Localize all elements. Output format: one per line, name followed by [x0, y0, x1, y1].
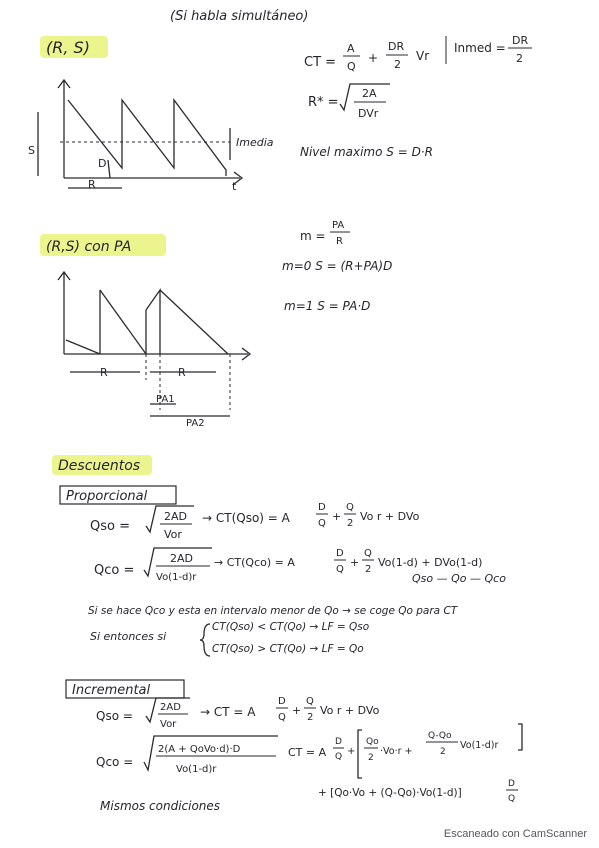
ct2-fd: Q [508, 794, 516, 804]
rule-text: Si se hace Qco y esta en intervalo menor de Qo → se coge Qo para CT [88, 605, 458, 617]
mismos-condiciones: Mismos condiciones [100, 799, 221, 813]
m-formula [300, 220, 350, 247]
ct-qso-f2n: Q [346, 502, 354, 513]
section-pa-label: (R,S) con PA [46, 239, 132, 255]
ct-qco-f1d: Q [336, 564, 344, 575]
descuentos-title: Descuentos [58, 458, 141, 474]
ct-qco-rest: Vo(1-d) + DVo(1-d) [378, 556, 483, 569]
r-star-num: 2A [362, 87, 377, 100]
ct-frac2-den: 2 [394, 58, 401, 71]
ct-lhs: CT = [304, 55, 337, 70]
r-star-den: DVr [358, 107, 379, 120]
qco-num: 2AD [170, 552, 193, 565]
ct1-f2n: Qo [366, 737, 379, 747]
qco-inc-num: 2(A + QoVo·d)·D [158, 744, 241, 755]
q-order: Qso — Qo — Qco [412, 572, 506, 585]
qso-inc-formula [96, 696, 380, 730]
ct2-formula [318, 779, 518, 804]
ct-plus: + [368, 51, 379, 65]
ct-formula-rs [304, 34, 532, 73]
camscanner-watermark: Escaneado con CamScanner [443, 828, 587, 840]
ct1-f3n: Q-Qo [428, 731, 452, 741]
ct-frac2-num: DR [388, 40, 405, 53]
ct-inc-f2n: Q [306, 696, 314, 707]
ct1-f1d: Q [335, 752, 343, 762]
qco-inc-lhs: Qco = [96, 755, 134, 769]
graph-pa-pa1: PA1 [156, 394, 175, 405]
graph-rs-imedia: Imedia [236, 136, 274, 149]
m-lhs: m = [300, 229, 326, 243]
qco-inc-den: Vo(1-d)r [176, 764, 217, 775]
ct2-body: + [Qo·Vo + (Q-Qo)·Vo(1-d)] [318, 787, 462, 799]
ct-qco-plus: + [350, 556, 360, 569]
ct-vr: Vr [416, 49, 430, 63]
m-zero: m=0 S = (R+PA)D [282, 259, 393, 273]
cond-2: CT(Qso) > CT(Qo) → LF = Qo [212, 643, 364, 655]
ct1-mid: ·Vo·r + [380, 746, 413, 757]
m-den: R [336, 236, 343, 247]
inmed-lhs: Inmed = [454, 41, 506, 55]
ct-qco-f1n: D [336, 548, 344, 559]
ct-qso-f1d: Q [318, 518, 326, 529]
si-entonces: Si entonces si [90, 630, 167, 643]
section-rs-label: (R, S) [46, 38, 90, 57]
qso-inc-den: Vor [160, 719, 177, 730]
graph-rs-d: D [98, 157, 107, 170]
graph-rs-s: S [28, 144, 35, 157]
graph-pa-pa2: PA2 [186, 418, 205, 429]
qso-lhs: Qso = [90, 519, 130, 534]
ct-qso-f1n: D [318, 502, 326, 513]
ct-qco-f2n: Q [364, 548, 372, 559]
qco-den: Vo(1-d)r [156, 572, 197, 583]
inmed-num: DR [512, 34, 529, 47]
graph-pa-r2: R [178, 366, 186, 379]
incremental-label: Incremental [72, 683, 151, 698]
ct-inc-f1d: Q [278, 712, 286, 723]
cond-1: CT(Qso) < CT(Qo) → LF = Qso [212, 621, 370, 633]
page-title: (Si habla simultáneo) [170, 9, 309, 24]
m-one: m=1 S = PA·D [284, 299, 371, 313]
ct1-f3d: 2 [440, 747, 446, 757]
ct-qso-plus: + [332, 510, 342, 523]
m-num: PA [332, 220, 345, 231]
qso-den: Vor [164, 528, 182, 541]
ct1-plus: + [347, 746, 356, 757]
graph-rs [28, 80, 274, 193]
ct-frac-num: A [347, 42, 355, 55]
inmed-den: 2 [516, 52, 523, 65]
ct-inc-rest: Vo r + DVo [320, 704, 380, 717]
proporcional-label: Proporcional [66, 489, 148, 504]
qso-inc-lhs: Qso = [96, 709, 133, 723]
ct-inc-f2d: 2 [307, 712, 314, 723]
ct-qso-rest: Vo r + DVo [360, 510, 420, 523]
ct-frac-den: Q [347, 60, 356, 73]
graph-rs-t: t [232, 180, 237, 193]
graph-pa [58, 272, 250, 429]
ct-qso-lhs: → CT(Qso) = A [202, 511, 290, 525]
qso-num: 2AD [164, 510, 187, 523]
qso-inc-num: 2AD [160, 702, 181, 713]
ct-inc-plus: + [292, 704, 302, 717]
nivel-maximo: Nivel maximo S = D·R [300, 145, 433, 159]
ct1-tail: Vo(1-d)r [460, 740, 499, 751]
ct-inc-lhs: → CT = A [200, 705, 256, 719]
ct-qco-lhs: → CT(Qco) = A [214, 556, 295, 569]
ct-qco-f2d: 2 [365, 564, 372, 575]
r-star-formula [308, 84, 390, 120]
ct1-f2d: 2 [368, 753, 374, 763]
ct1-f1n: D [335, 737, 342, 747]
ct-inc-f1n: D [278, 696, 286, 707]
ct1-lhs: CT = A [288, 746, 327, 759]
graph-rs-r: R [88, 178, 96, 191]
r-star-lhs: R* = [308, 95, 339, 110]
ct-inc-formula [288, 724, 522, 778]
qco-inc-formula [96, 736, 278, 775]
qso-prop-formula [90, 502, 420, 541]
ct-qso-f2d: 2 [347, 518, 354, 529]
ct2-fn: D [508, 779, 515, 789]
graph-pa-r1: R [100, 366, 108, 379]
qco-lhs: Qco = [94, 563, 135, 578]
